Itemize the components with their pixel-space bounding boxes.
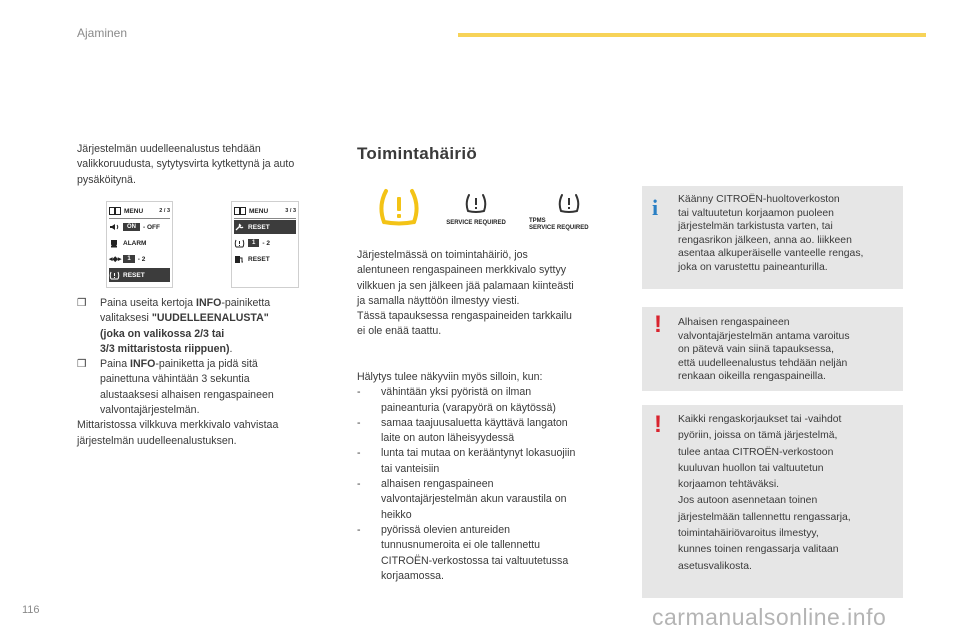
instruction-item — [77, 357, 347, 418]
bullet-arrow-icon: ❒ — [77, 297, 87, 309]
bullet-arrow-icon: ❒ — [77, 358, 87, 371]
screen-menu-label: MENU — [249, 207, 269, 215]
warning-text — [678, 316, 850, 384]
text: painettuna vähintään 3 sekuntia — [100, 373, 250, 386]
outro-line: Mittaristossa vilkkuva merkkivalo vahvistaa — [77, 419, 279, 432]
warning-box — [642, 405, 903, 598]
text: pyörissä olevien antureiden — [381, 523, 510, 536]
speaker-icon — [109, 223, 120, 231]
malfunction-paragraph — [357, 248, 622, 340]
text: pyöriin, joissa on tämä järjestelmä, — [678, 430, 838, 442]
screen-row-rest: - OFF — [143, 223, 160, 231]
text: vähintään yksi pyöristä on ilman — [381, 386, 532, 399]
text: CITROËN-verkostossa tai valtuutetussa — [381, 554, 569, 567]
text: Tässä tapauksessa rengaspaineiden tarkkailu — [357, 310, 572, 323]
screen-header — [234, 204, 296, 219]
text: asentaa alkuperäiselle vanteelle rengas, — [678, 248, 864, 259]
text: valvontajärjestelmän. — [100, 404, 200, 417]
menu-screen-2-3 — [106, 201, 173, 288]
condition-item — [357, 477, 622, 523]
tyre-warning-icon — [557, 193, 581, 215]
tyre-warning-icon — [234, 239, 245, 248]
screen-menu-label: MENU — [124, 207, 144, 215]
text: paineanturia (varapyörä on käytössä) — [381, 401, 556, 414]
text: asetusvalikosta. — [678, 560, 752, 572]
text: korjaamossa. — [381, 569, 444, 582]
screen-row-rest: - 2 — [137, 255, 146, 263]
chapter-title: Ajaminen — [77, 26, 128, 40]
text: tai vanteisiin — [381, 462, 440, 475]
menu-option: "UUDELLEENALUSTA" — [151, 312, 269, 325]
text: alustaaksesi alhaisen rengaspaineen — [100, 388, 274, 401]
alarm-cup-icon — [109, 239, 120, 248]
text: -painiketta — [221, 297, 271, 309]
text: Kaikki rengaskorjaukset tai -vaihdot — [678, 414, 842, 425]
instruction-item — [77, 296, 347, 357]
screen-chip-1: 1 — [123, 255, 134, 263]
menu-screen-3-3 — [231, 201, 299, 288]
dash: - — [357, 447, 361, 460]
text: . — [229, 342, 233, 355]
screen-row-reset-selected — [109, 268, 170, 282]
text: että uudelleenalustus tehdään neljän — [678, 357, 848, 369]
dash: - — [357, 386, 361, 399]
text: heikko — [381, 508, 412, 521]
warning-text — [678, 412, 851, 575]
tpms-label: TPMS — [529, 218, 546, 224]
condition-item — [357, 385, 622, 416]
info-box — [642, 186, 903, 289]
intro-line: valikkoruudusta, sytytysvirta kytkettynä ja auto — [77, 158, 295, 171]
text: järjestelmään tallennettu rengassarja, — [678, 511, 851, 523]
text: kunnes toinen rengassarja valitaan — [678, 544, 839, 556]
text: 3/3 mittaristosta riippuen) — [100, 342, 230, 355]
menu-book-icon — [109, 207, 121, 215]
text: tunnusnumeroita ei ole tallennettu — [381, 539, 541, 552]
alert-conditions — [357, 370, 622, 584]
text: (joka on valikossa 2/3 tai — [100, 327, 225, 340]
dash: - — [357, 416, 361, 429]
watermark: carmanualsonline.info — [652, 604, 887, 630]
screen-row-rest: - 2 — [262, 239, 270, 247]
screen-row-level — [109, 252, 170, 266]
text: alentuneen rengaspaineen merkkivalo syttyy — [357, 264, 567, 277]
dash: - — [357, 478, 361, 491]
screen-row-label: RESET — [248, 223, 270, 231]
text: valvontajärjestelmän antama varoitus — [678, 330, 850, 342]
text: alhaisen rengaspaineen — [381, 478, 494, 491]
text: ei ole enää taattu. — [357, 325, 442, 338]
text: valvontajärjestelmän akun varaustila on — [381, 493, 567, 506]
text: Paina useita kertoja — [100, 297, 196, 309]
outro-line: järjestelmän uudelleenalustuksen. — [77, 434, 237, 447]
wrench-icon — [234, 223, 245, 232]
button-name: INFO — [196, 297, 222, 309]
intro-line: pysäköitynä. — [77, 173, 136, 186]
text: rengasrikon jälkeen, anna ao. liikkeen — [678, 234, 852, 246]
text: -painiketta ja pidä sitä — [155, 358, 258, 371]
text: korjaamon tehtäväksi. — [678, 479, 780, 491]
text: Käänny CITROËN-huoltoverkoston — [678, 194, 840, 205]
text: joka on varustettu paineanturilla. — [678, 261, 828, 273]
text: on pätevä vain siinä tapauksessa, — [678, 344, 834, 355]
header-accent-bar — [458, 33, 926, 37]
intro-line: Järjestelmän uudelleenalustus tehdään — [77, 143, 261, 155]
text: Jos autoon asennetaan toinen — [678, 495, 818, 507]
instruction-list — [77, 296, 347, 449]
page-number: 116 — [22, 604, 40, 616]
text: kuuluvan huollon tai valtuutetun — [678, 462, 824, 474]
section-title: Toimintahäiriö — [357, 144, 478, 163]
text: toimintahäiriövaroitus ilmestyy, — [678, 528, 819, 540]
text: ja samalla näyttöön ilmestyy viesti. — [357, 294, 520, 307]
screen-page-label: 2 / 3 — [159, 208, 170, 214]
text: Alhaisen rengaspaineen — [678, 317, 790, 328]
tyre-warning-icon — [464, 193, 488, 215]
text: tulee antaa CITROËN-verkostoon — [678, 446, 834, 458]
screen-row-alarm — [109, 236, 170, 250]
screen-row-label: RESET — [248, 255, 270, 263]
text: renkaan oikeilla rengaspaineilla. — [678, 371, 826, 382]
tpms-service-required-indicator — [529, 193, 609, 232]
text: järjestelmän tarkistusta varten, tai — [678, 221, 833, 232]
menu-book-icon — [234, 207, 246, 215]
screen-chip-on: ON — [123, 223, 140, 231]
screen-header — [109, 204, 170, 219]
warning-icon: ! — [654, 411, 662, 438]
button-name: INFO — [130, 358, 156, 371]
dash: - — [357, 523, 361, 536]
text: samaa taajuusaluetta käyttävä langaton — [381, 416, 568, 429]
info-text — [678, 193, 863, 274]
text: laite on auton läheisyydessä — [381, 432, 515, 445]
screen-row-sound — [109, 220, 170, 234]
service-required-indicator — [436, 193, 516, 227]
conditions-intro: Hälytys tulee näkyviin myös silloin, kun: — [357, 371, 543, 383]
screen-row-level — [234, 236, 296, 250]
text: lunta tai mutaa on kerääntynyt lokasuojiin — [381, 447, 576, 460]
fuel-pump-icon — [234, 255, 245, 264]
intro-paragraph — [77, 142, 347, 188]
condition-item — [357, 416, 622, 447]
info-icon: i — [652, 195, 659, 220]
screen-row-label: RESET — [123, 271, 145, 279]
tyre-pressure-warning-icon — [377, 188, 421, 228]
service-required-label: SERVICE REQUIRED — [529, 225, 589, 231]
text: Paina — [100, 358, 131, 371]
condition-item — [357, 523, 622, 584]
text: tai valtuutetun korjaamon puoleen — [678, 207, 834, 219]
warning-box — [642, 307, 903, 391]
screen-row-label: ALARM — [123, 239, 147, 247]
tyre-warning-icon — [109, 271, 120, 280]
condition-item — [357, 446, 622, 477]
screen-row-reset — [234, 252, 296, 266]
screen-chip-1: 1 — [248, 239, 259, 247]
warning-icon: ! — [654, 311, 662, 338]
text: valitaksesi — [100, 312, 152, 325]
screen-page-label: 3 / 3 — [285, 208, 296, 214]
text: vilkkuen ja sen jälkeen jää palamaan kiinteästi — [357, 279, 574, 292]
service-required-label: SERVICE REQUIRED — [446, 220, 506, 226]
screen-row-reset-selected — [234, 220, 296, 234]
arrows-icon: ◂◆▸ — [109, 256, 122, 263]
text: Järjestelmässä on toimintahäiriö, jos — [357, 249, 528, 261]
